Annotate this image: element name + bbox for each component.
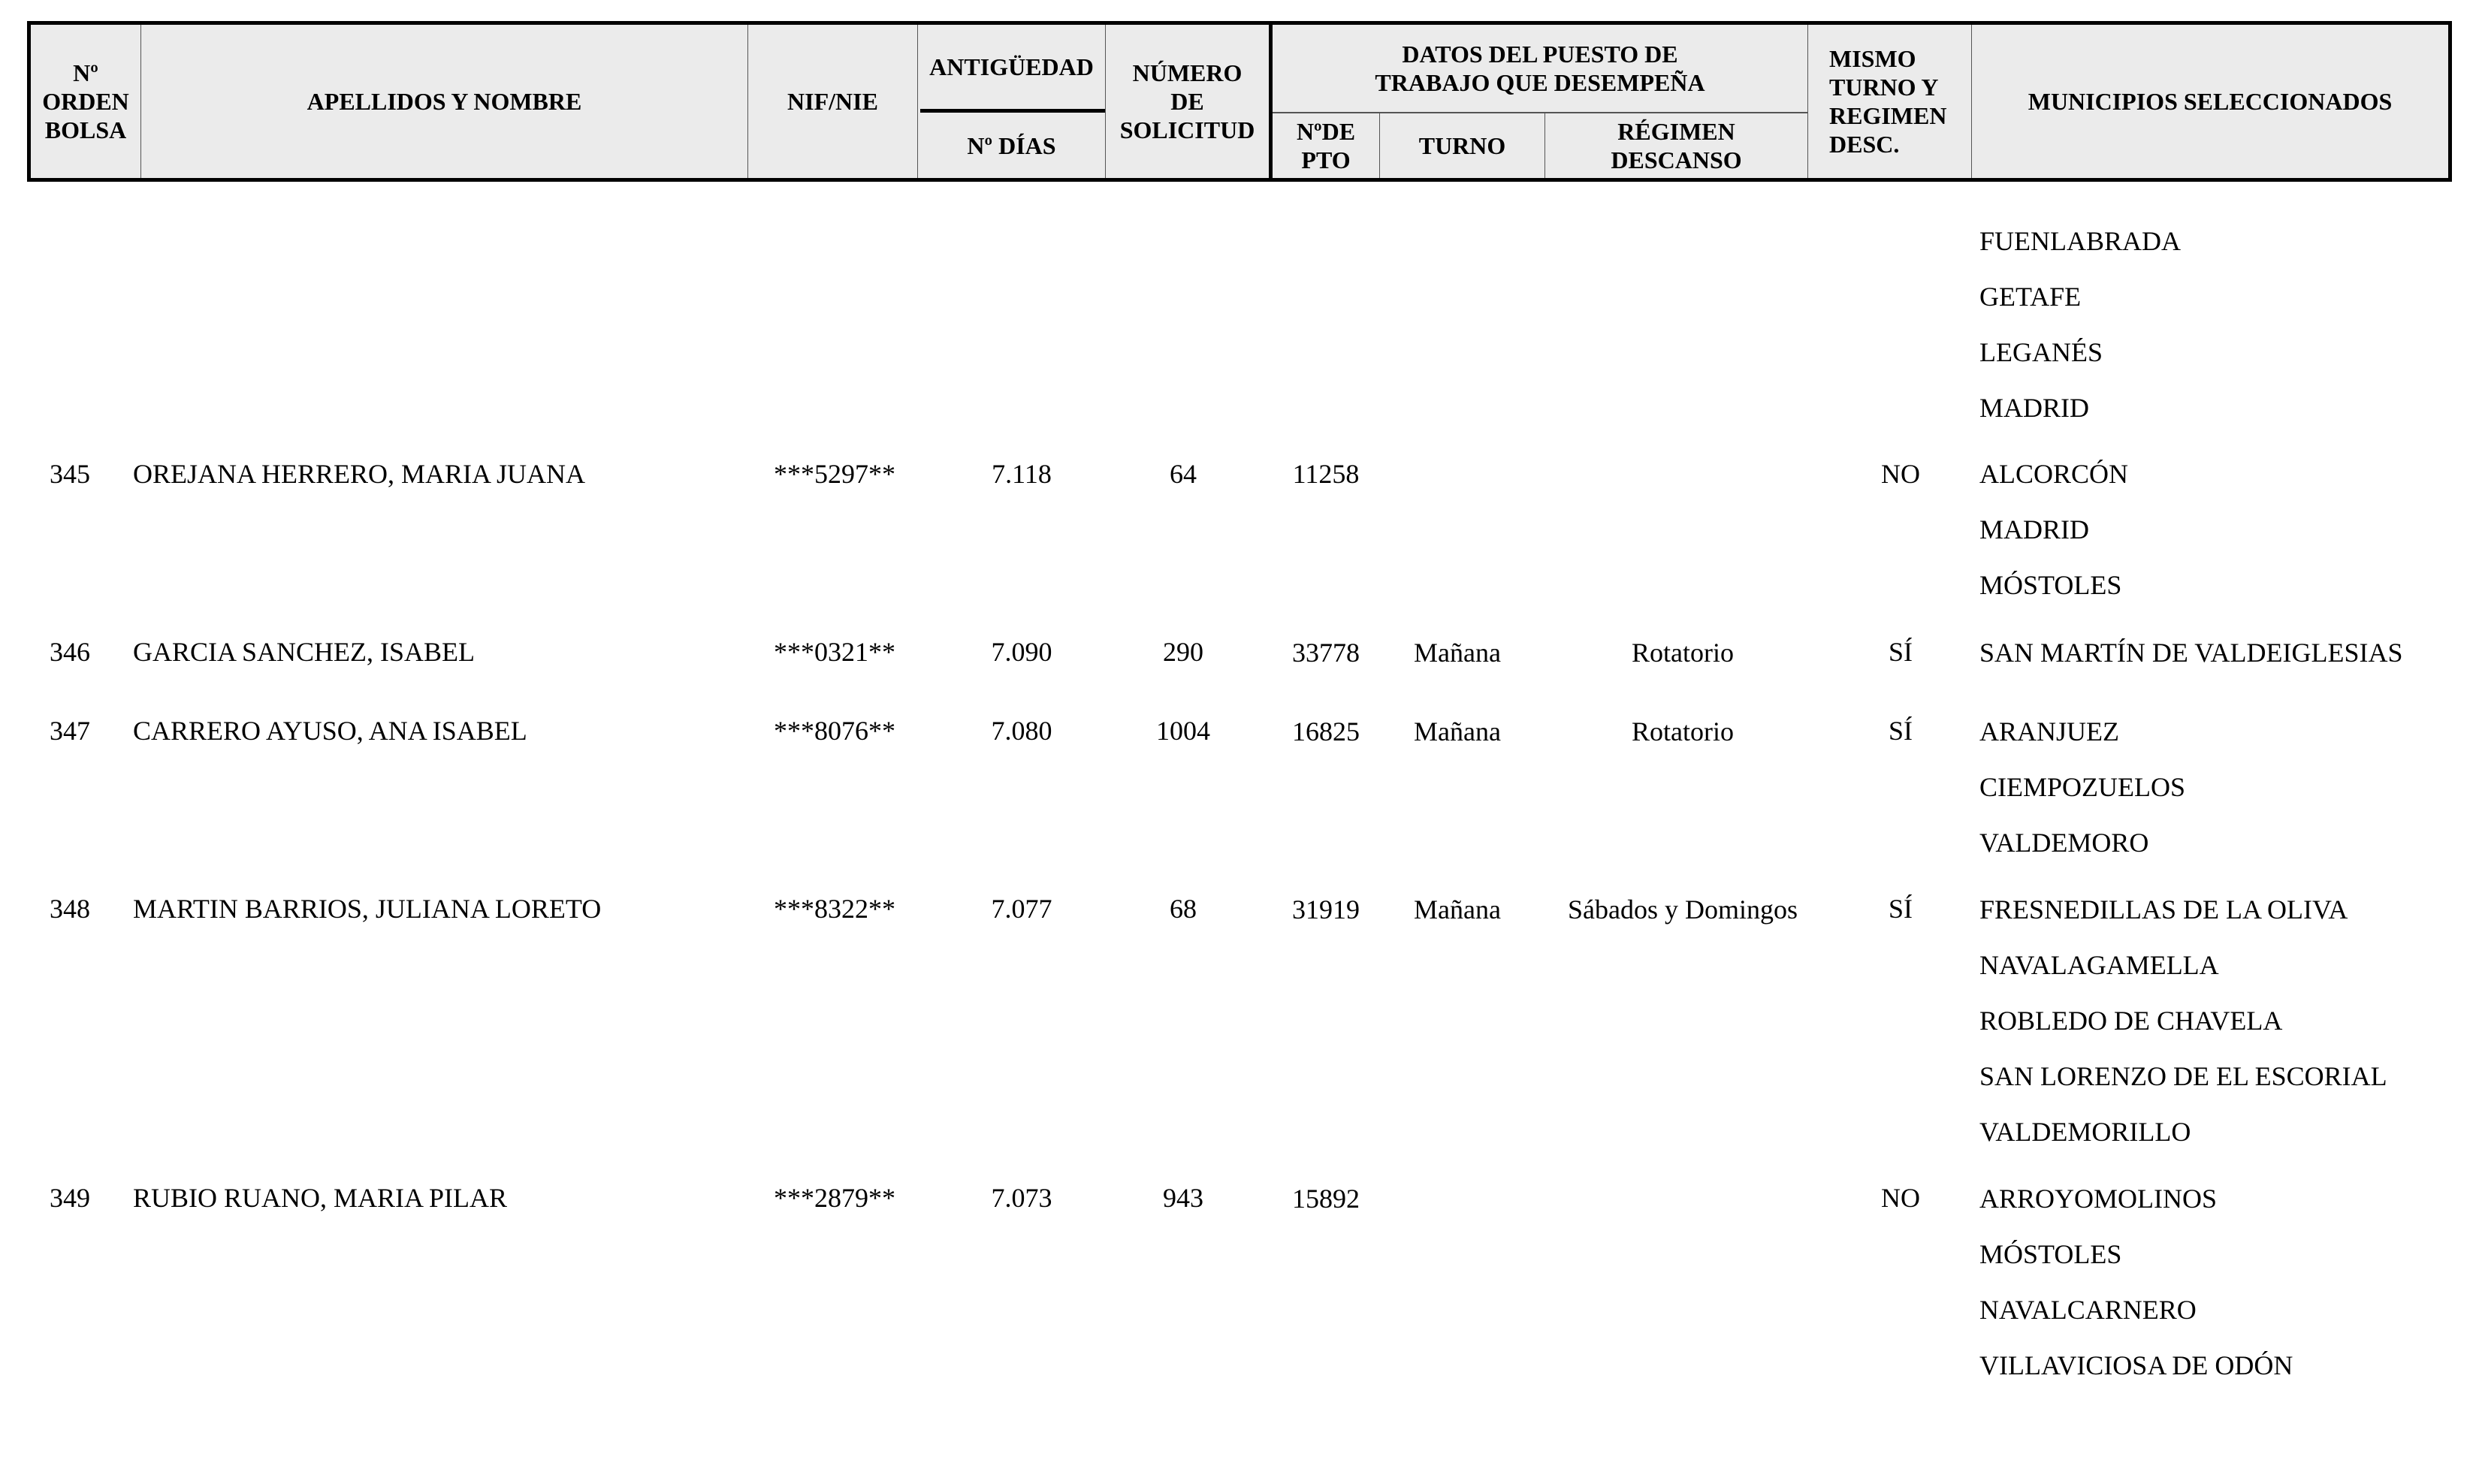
list-item-municipio: ROBLEDO DE CHAVELA [1979,1006,2283,1036]
list-item-municipio: FUENLABRADA [1979,226,2182,256]
header-nde-pto: NºDE PTO [1296,118,1356,173]
row-pto: 16825 [1292,716,1360,747]
row-pto: 11258 [1292,459,1360,489]
list-item-municipio: SAN LORENZO DE EL ESCORIAL [1979,1061,2387,1091]
list-item-municipio: LEGANÉS [1979,337,2103,367]
list-item-municipio: FRESNEDILLAS DE LA OLIVA [1979,894,2348,924]
list-item-municipio: MADRID [1979,514,2090,544]
row-dias: 7.077 [991,894,1052,924]
row-turno: Mañana [1414,638,1501,668]
row-dias: 7.090 [991,637,1052,667]
row-solicitud: 290 [1163,637,1203,667]
list-item-municipio: CIEMPOZUELOS [1979,772,2186,802]
row-solicitud: 1004 [1156,716,1210,746]
row-name: GARCIA SANCHEZ, ISABEL [133,637,476,667]
row-regimen: Sábados y Domingos [1568,894,1798,924]
row-pto: 33778 [1292,638,1360,668]
header-orden-bolsa: Nº ORDEN BOLSA [42,59,129,143]
row-name: MARTIN BARRIOS, JULIANA LORETO [133,894,602,924]
row-orden: 345 [50,459,90,489]
list-item-municipio: MÓSTOLES [1979,570,2122,600]
header-regimen-descanso: RÉGIMEN DESCANSO [1611,118,1742,173]
row-orden: 346 [50,637,90,667]
table-header [27,21,2452,182]
list-item-municipio: NAVALCARNERO [1979,1295,2197,1325]
row-pto: 15892 [1292,1184,1360,1214]
row-solicitud: 64 [1170,459,1197,489]
list-item-municipio: MADRID [1979,393,2090,423]
row-mismo: SÍ [1888,894,1913,924]
header-nif-nie: NIF/NIE [787,88,878,115]
header-dias: Nº DÍAS [967,131,1056,159]
row-orden: 347 [50,716,90,746]
header-municipios: MUNICIPIOS SELECCIONADOS [2028,88,2393,115]
list-item-municipio: ALCORCÓN [1979,459,2129,489]
row-mismo: NO [1881,459,1920,489]
row-pto: 31919 [1292,894,1360,924]
list-item-municipio: MÓSTOLES [1979,1239,2122,1269]
row-name: RUBIO RUANO, MARIA PILAR [133,1183,508,1213]
row-mismo: NO [1881,1183,1920,1213]
header-turno: TURNO [1418,132,1506,159]
row-dias: 7.073 [991,1183,1052,1213]
list-item-municipio: ARROYOMOLINOS [1979,1184,2218,1214]
row-dias: 7.118 [992,459,1052,489]
header-mismo-turno: MISMO TURNO Y REGIMEN DESC. [1829,45,1947,158]
row-turno: Mañana [1414,894,1501,924]
row-mismo: SÍ [1888,716,1913,746]
row-orden: 348 [50,894,90,924]
list-item-municipio: VALDEMORO [1979,828,2149,858]
row-orden: 349 [50,1183,90,1213]
list-item-municipio: GETAFE [1979,282,2082,312]
header-numero-solicitud: NÚMERO DE SOLICITUD [1119,59,1255,143]
header-datos-puesto: DATOS DEL PUESTO DE TRABAJO QUE DESEMPEÑA [1375,41,1705,96]
list-item-municipio: VILLAVICIOSA DE ODÓN [1979,1350,2293,1380]
row-solicitud: 943 [1163,1183,1203,1213]
list-item-municipio: NAVALAGAMELLA [1979,950,2219,980]
row-dias: 7.080 [991,716,1052,746]
row-mismo: SÍ [1888,637,1913,667]
row-turno: Mañana [1414,716,1501,747]
row-name: OREJANA HERRERO, MARIA JUANA [133,459,586,489]
row-nif: ***2879** [774,1183,895,1213]
header-apellidos-nombre: APELLIDOS Y NOMBRE [306,88,582,115]
row-nif: ***8322** [774,894,895,924]
row-regimen: Rotatorio [1632,638,1734,668]
list-item-municipio: VALDEMORILLO [1979,1117,2191,1147]
row-nif: ***0321** [774,637,895,667]
row-solicitud: 68 [1170,894,1197,924]
row-nif: ***8076** [774,716,895,746]
list-item-municipio: SAN MARTÍN DE VALDEIGLESIAS [1979,638,2403,668]
header-antiguedad: ANTIGÜEDAD [929,53,1094,80]
row-nif: ***5297** [774,459,895,489]
list-item-municipio: ARANJUEZ [1979,716,2119,747]
row-regimen: Rotatorio [1632,716,1734,747]
row-name: CARRERO AYUSO, ANA ISABEL [133,716,527,746]
